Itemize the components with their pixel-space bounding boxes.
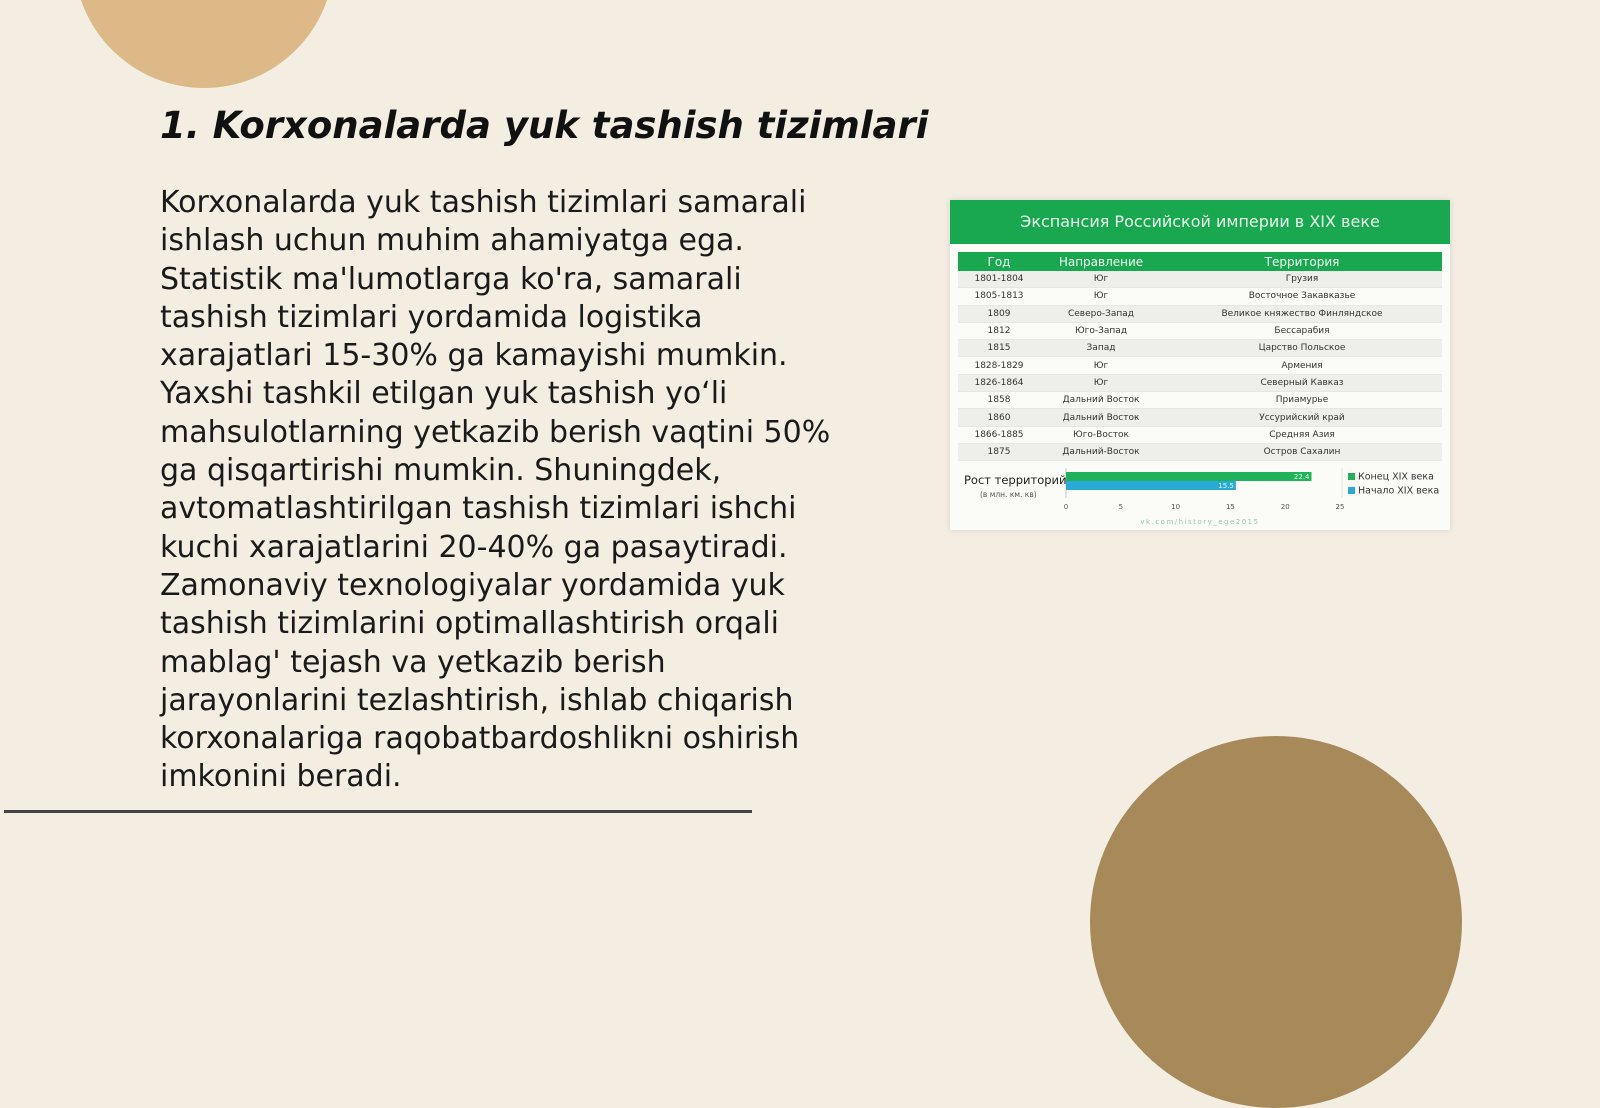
cell-territory: Великое княжество Финляндское (1162, 305, 1442, 322)
source-watermark: vk.com/history_ege2015 (1140, 518, 1260, 526)
cell-year: 1812 (958, 322, 1040, 339)
divider-line (4, 810, 752, 813)
table-row (958, 305, 1442, 322)
table-row (958, 357, 1442, 374)
legend-swatch-end (1348, 473, 1355, 480)
x-tick-label: 10 (1171, 503, 1181, 511)
table-row (958, 392, 1442, 409)
table-row (958, 322, 1442, 339)
slide-body-text: Korxonalarda yuk tashish tizimlari samarali ishlash uchun muhim ahamiyatga ega. Statistik ma'lumotlarga ko'ra, samarali tashish tizimlari yordamida logistika xarajatlari 15-30% ga kamayishi mumkin. Yaxshi tashkil etilgan yuk tashish yo‘li mahsulotlarning yetkazib berish vaqtini 50% ga qisqartirishi mumkin. Shuningdek, avtomatlashtirilgan tashish tizimlari ishchi kuchi xarajatlarini 20-40% ga pasaytiradi. Zamonaviy texnologiyalar yordamida yuk tashish tizimlarini optimallashtirish orqali mablag' tejash va yetkazib berish jarayonlarini tezlashtirish, ishlab chiqarish korxonalariga raqobatbardoshlikni oshirish imkonini beradi. (160, 185, 831, 795)
territory-growth-chart (950, 466, 1450, 528)
cell-territory: Восточное Закавказье (1162, 288, 1442, 305)
expansion-table (958, 252, 1442, 461)
cell-year: 1805-1813 (958, 288, 1040, 305)
table-row (958, 271, 1442, 288)
infographic-title: Экспансия Российской империи в XIX веке (950, 200, 1450, 244)
cell-year: 1875 (958, 443, 1040, 460)
cell-year: 1858 (958, 392, 1040, 409)
bar-start-value-label: 15.5 (1218, 482, 1234, 490)
cell-direction: Юг (1040, 374, 1162, 391)
cell-year: 1828-1829 (958, 357, 1040, 374)
cell-territory: Остров Сахалин (1162, 443, 1442, 460)
x-tick-label: 0 (1063, 503, 1069, 511)
legend-label-end: Конец XIX века (1358, 471, 1434, 483)
bar-start-of-century (1066, 481, 1236, 490)
header-territory: Территория (1162, 252, 1442, 271)
table-row (958, 288, 1442, 305)
infographic-image (950, 200, 1450, 530)
x-tick-label: 20 (1280, 503, 1290, 511)
cell-territory: Средняя Азия (1162, 426, 1442, 443)
cell-direction: Запад (1040, 340, 1162, 357)
cell-year: 1826-1864 (958, 374, 1040, 391)
table-header-row (958, 252, 1442, 271)
bar-end-of-century (1066, 472, 1312, 481)
chart-subtitle: (в млн. км. кв) (980, 490, 1037, 499)
cell-direction: Юг (1040, 288, 1162, 305)
cell-direction: Дальний-Восток (1040, 443, 1162, 460)
cell-territory: Царство Польское (1162, 340, 1442, 357)
cell-year: 1815 (958, 340, 1040, 357)
decor-circle-bottom (1090, 736, 1462, 1108)
cell-year: 1809 (958, 305, 1040, 322)
cell-year: 1801-1804 (958, 271, 1040, 288)
legend-label-start: Начало XIX века (1358, 485, 1440, 497)
table-row (958, 340, 1442, 357)
bar-end-value-label: 22.4 (1293, 473, 1310, 481)
cell-direction: Юг (1040, 271, 1162, 288)
cell-territory: Уссурийский край (1162, 409, 1442, 426)
cell-direction: Дальний Восток (1040, 392, 1162, 409)
cell-territory: Армения (1162, 357, 1442, 374)
cell-territory: Бессарабия (1162, 322, 1442, 339)
table-row (958, 443, 1442, 460)
header-direction: Направление (1040, 252, 1162, 271)
table-row (958, 409, 1442, 426)
cell-year: 1866-1885 (958, 426, 1040, 443)
x-tick-label: 15 (1225, 503, 1235, 511)
legend-swatch-start (1348, 487, 1355, 494)
table-row (958, 426, 1442, 443)
x-tick-label: 5 (1118, 503, 1124, 511)
cell-direction: Юг (1040, 357, 1162, 374)
table-row (958, 374, 1442, 391)
decor-circle-top (74, 0, 334, 88)
cell-territory: Северный Кавказ (1162, 374, 1442, 391)
x-tick-label: 25 (1335, 503, 1345, 511)
cell-direction: Юго-Запад (1040, 322, 1162, 339)
cell-year: 1860 (958, 409, 1040, 426)
slide-title: 1. Korxonalarda yuk tashish tizimlari (160, 104, 929, 147)
cell-direction: Дальний Восток (1040, 409, 1162, 426)
chart-title: Рост территорий (964, 473, 1067, 487)
cell-territory: Приамурье (1162, 392, 1442, 409)
cell-territory: Грузия (1162, 271, 1442, 288)
header-year: Год (958, 252, 1040, 271)
cell-direction: Северо-Запад (1040, 305, 1162, 322)
cell-direction: Юго-Восток (1040, 426, 1162, 443)
